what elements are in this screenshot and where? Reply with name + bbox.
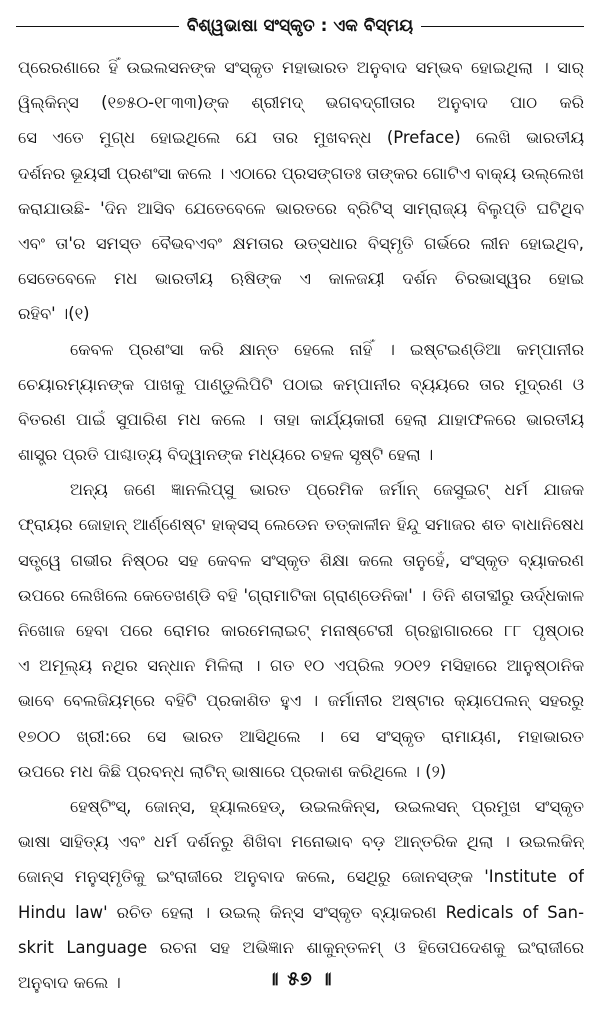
text-line: ଅନୁବାଦ କଲେ । (18, 972, 121, 992)
text-line: କେବଳ ପ୍ରଶଂସା କରି କ୍ଷାନ୍ତ ହେଲେ ନାହିଁ । ଇଷ୍ଟଇଣ୍ଡିଆ କମ୍ପାନୀର (70, 339, 584, 359)
text-line: କରାଯାଉଛି- 'ଦିନ ଆସିବ ଯେତେବେଳେ ଭାରତରେ ବ୍ରିଟିସ୍ ସାମ୍ରାଜ୍ୟ ବିଲୁପ୍ତି ଘଟିଥିବ (18, 198, 584, 218)
text-line: ସେ ଏତେ ମୁଗ୍ଧ ହୋଇଥିଲେ ଯେ ତାର ମୁଖବନ୍ଧ (Preface) ଲେଖି ଭାରତୀୟ (18, 128, 584, 148)
text-line: ଉପରେ ଲେଖିଲେ କେତେଖଣ୍ଡି ବହି 'ଗ୍ରାମାଟିକା ଗ୍ରାଣ୍ଡେନିକା' । ତିନି ଶତାବ୍ଦୀରୁ ଊର୍ଦ୍ଧକାଳ (18, 585, 584, 605)
text-line: ଅନ୍ୟ ଜଣେ ଜ୍ଞାନଲିପ୍ସୁ ଭାରତ ପ୍ରେମିକ ଜର୍ମାନ୍ ଜେସୁଇଟ୍ ଧର୍ମ ଯାଜକ (70, 480, 584, 500)
text-line: ଉପରେ ମଧ କିଛି ପ୍ରବନ୍ଧ ଲାଟିନ୍ ଭାଷାରେ ପ୍ରକାଶ କରିଥିଲେ । (୨) (18, 761, 447, 781)
text-line: ହେଷ୍ଟିଂସ୍, ଜୋନ୍ସ, ହ୍ୟାଲହେଡ୍, ଉଇଲକିନ୍ସ, ଉଇଲସନ୍ ପ୍ରମୁଖ ସଂସ୍କୃତ (70, 796, 584, 816)
text-line: ଚେୟାରମ୍ୟାନଙ୍କ ପାଖକୁ ପାଣ୍ଡୁଲିପିଟି ପଠାଇ କମ୍ପାନୀର ବ୍ୟୟରେ ତାର ମୁଦ୍ରଣ ଓ (18, 374, 584, 394)
text-line: Hindu law' ରଚିତ ହେଲା । ଉଇଲ୍ କିନ୍ସ ସଂସ୍କୃତ ବ୍ୟାକରଣ Redicals of San- (18, 902, 584, 922)
text-line: ବିତରଣ ପାଇଁ ସୁପାରିଶ ମଧ କଲେ । ତାହା କାର୍ଯ୍ୟକାରୀ ହେଲା ଯାହାଫଳରେ ଭାରତୀୟ (18, 409, 584, 429)
body-text (18, 50, 584, 1000)
header-rule-left (16, 26, 179, 27)
running-header (16, 10, 584, 42)
text-line: ଏବଂ ତା'ର ସମସ୍ତ ବୈଭବଏବଂ କ୍ଷମତାର ଉତ୍ସଧାର ବିସ୍ମୃତି ଗର୍ଭରେ ଲୀନ ହୋଇଥିବ, (18, 233, 584, 253)
running-title: ବିଶ୍ୱଭାଷା ସଂସ୍କୃତ : ଏକ ବିସ୍ମୟ (186, 16, 414, 36)
text-line: ୧୭୦୦ ଖ୍ରୀ:ରେ ସେ ଭାରତ ଆସିଥିଲେ । ସେ ସଂସ୍କୃତ ରାମାୟଣ, ମହାଭାରତ (18, 726, 584, 746)
text-line: ଶାସ୍ତ୍ର ପ୍ରତି ପାଶ୍ଚାତ୍ୟ ବିଦ୍ୱାନଙ୍କ ମଧ୍ୟରେ ଚହଳ ସୃଷ୍ଟି ହେଲା । (18, 445, 434, 465)
text-line: ଦର୍ଶନର ଭୂୟସୀ ପ୍ରଶଂସା କଲେ । ଏଠାରେ ପ୍ରସଙ୍ଗତଃ ତାଙ୍କର ଗୋଟିଏ ବାକ୍ୟ ଉଲ୍ଲେଖ (18, 163, 584, 183)
text-line: ପ୍ରେରଣାରେ ହିଁ ଉଇଲସନଙ୍କ ସଂସ୍କୃତ ମହାଭାରତ ଅନୁବାଦ ସମ୍ଭବ ହୋଇଥିଲା । ସାର୍ (18, 58, 584, 77)
header-rule-right (421, 26, 584, 27)
text-line: ସତ୍ତ୍ୱେ ଗଭୀର ନିଷ୍ଠର ସହ କେବଳ ସଂସ୍କୃତ ଶିକ୍ଷା କଲେ ତାନୁହେଁ, ସଂସ୍କୃତ ବ୍ୟାକରଣ (18, 550, 584, 570)
text-line: ରହିବ' ।(୧) (18, 304, 90, 324)
page-number: ॥ ୫୭ ॥ (267, 968, 333, 990)
text-line: ଫ୍ରାୟର ଜୋହାନ୍ ଆର୍ଣ୍ଣେଷ୍ଟ ହାକ୍ସସ୍ ଲେଡେନ ତତ୍‌କାଳୀନ ହିନ୍ଦୁ ସମାଜର ଶତ ବାଧାନିଷେଧ (18, 515, 584, 535)
text-line: ଜୋନ୍ସ ମନୁସ୍ମୃତିକୁ ଇଂରାଜୀରେ ଅନୁବାଦ କଲେ, ସେଥିରୁ ଜୋନସ୍‌ଙ୍କ 'Institute of (18, 867, 584, 887)
text-line: skrit Language ରଚନା ସହ ଅଭିଜ୍ଞାନ ଶାକୁନ୍ତଳମ୍ ଓ ହିତୋପଦେଶକୁ ଇଂରାଜୀରେ (18, 937, 584, 957)
text-line: ନିଖୋଜ ହେବା ପରେ ରୋମର କାରମେଲାଇଟ୍ ମନାଷ୍ଟେରୀ ଗ୍ରନ୍ଥାଗାରରେ ୮୮ ପୃଷ୍ଠାର (18, 621, 584, 640)
text-line: ସେତେବେଳେ ମଧ ଭାରତୀୟ ଋଷିଙ୍କ ଏ କାଳଜୟୀ ଦର୍ଶନ ଚିରଭାସ୍ୱର ହୋଇ (18, 269, 584, 289)
text-line: ଏ ଅମୂଲ୍ୟ ନଥିର ସନ୍ଧାନ ମିଳିଲା । ଗତ ୧୦ ଏପ୍ରିଲ ୨୦୧୨ ମସିହାରେ ଆନୁଷ୍ଠାନିକ (18, 656, 584, 676)
text-line: ୱିଲ୍କିନ୍‌ସ (୧୭୫୦-୧୮୩୩)ଙ୍କ ଶ୍ରୀମଦ୍ ଭଗବଦ୍‌ଗୀତାର ଅନୁବାଦ ପାଠ କରି (18, 93, 584, 113)
text-line: ଭାଷା ସାହିତ୍ୟ ଏବଂ ଧର୍ମ ଦର୍ଶନରୁ ଶିଖିବା ମନୋଭାବ ବଡ଼ ଆନ୍ତରିକ ଥିଲା । ଉଇଲକିନ୍ (18, 832, 584, 852)
text-line: ଭାବେ ବେଲଜିୟମ୍‌ରେ ବହିଟି ପ୍ରକାଶିତ ହୁଏ । ଜର୍ମାନୀର ଅଷ୍ଟାର କ୍ୟାପେଲନ୍ ସହରରୁ (18, 691, 584, 711)
